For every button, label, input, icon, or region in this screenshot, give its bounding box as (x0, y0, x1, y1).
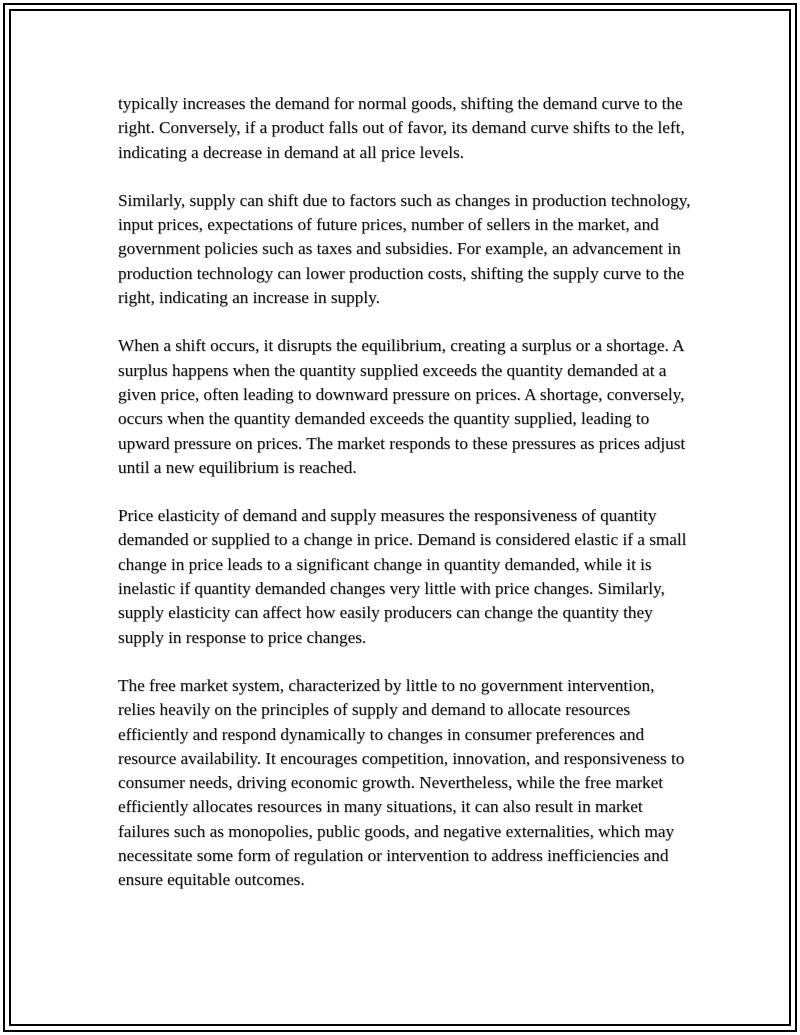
paragraph-price-elasticity: Price elasticity of demand and supply measures the responsiveness of quantity demanded or supplied to a change in price. Demand is considered elastic if a small change in price leads to a significant change in quantity demanded, while it is inelastic if quantity demanded changes very little with price changes. Similarly, supply elasticity can affect how easily producers can change the quantity they supply in response to price changes. (118, 506, 687, 647)
paragraph-surplus-shortage: When a shift occurs, it disrupts the equilibrium, creating a surplus or a shortage. A surplus happens when the quantity supplied exceeds the quantity demanded at a given price, often leading to downward pressure on prices. A shortage, conversely, occurs when the quantity demanded exceeds the quantity supplied, leading to upward pressure on prices. The market responds to these pressures as prices adjust until a new equilibrium is reached. (118, 336, 686, 477)
paragraph-demand-shift: typically increases the demand for normal goods, shifting the demand curve to the right. Conversely, if a product falls out of favor, its demand curve shifts to the left, indicating a decrease in demand at all price levels. (118, 94, 685, 162)
paragraph-free-market: The free market system, characterized by little to no government intervention, relies heavily on the principles of supply and demand to allocate resources efficiently and respond dynamically to changes in consumer preferences and resource availability. It encourages competition, innovation, and responsiveness to consumer needs, driving economic growth. Nevertheless, while the free market efficiently allocates resources in many situations, it can also result in market failures such as monopolies, public goods, and negative externalities, which may necessitate some form of regulation or intervention to address inefficiencies and ensure equitable outcomes. (118, 675, 685, 890)
document-body (118, 92, 693, 917)
paragraph-supply-shift: Similarly, supply can shift due to factors such as changes in production technology, input prices, expectations of future prices, number of sellers in the market, and government policies such as taxes and subsidies. For example, an advancement in production technology can lower production costs, shifting the supply curve to the right, indicating an increase in supply. (118, 190, 691, 308)
